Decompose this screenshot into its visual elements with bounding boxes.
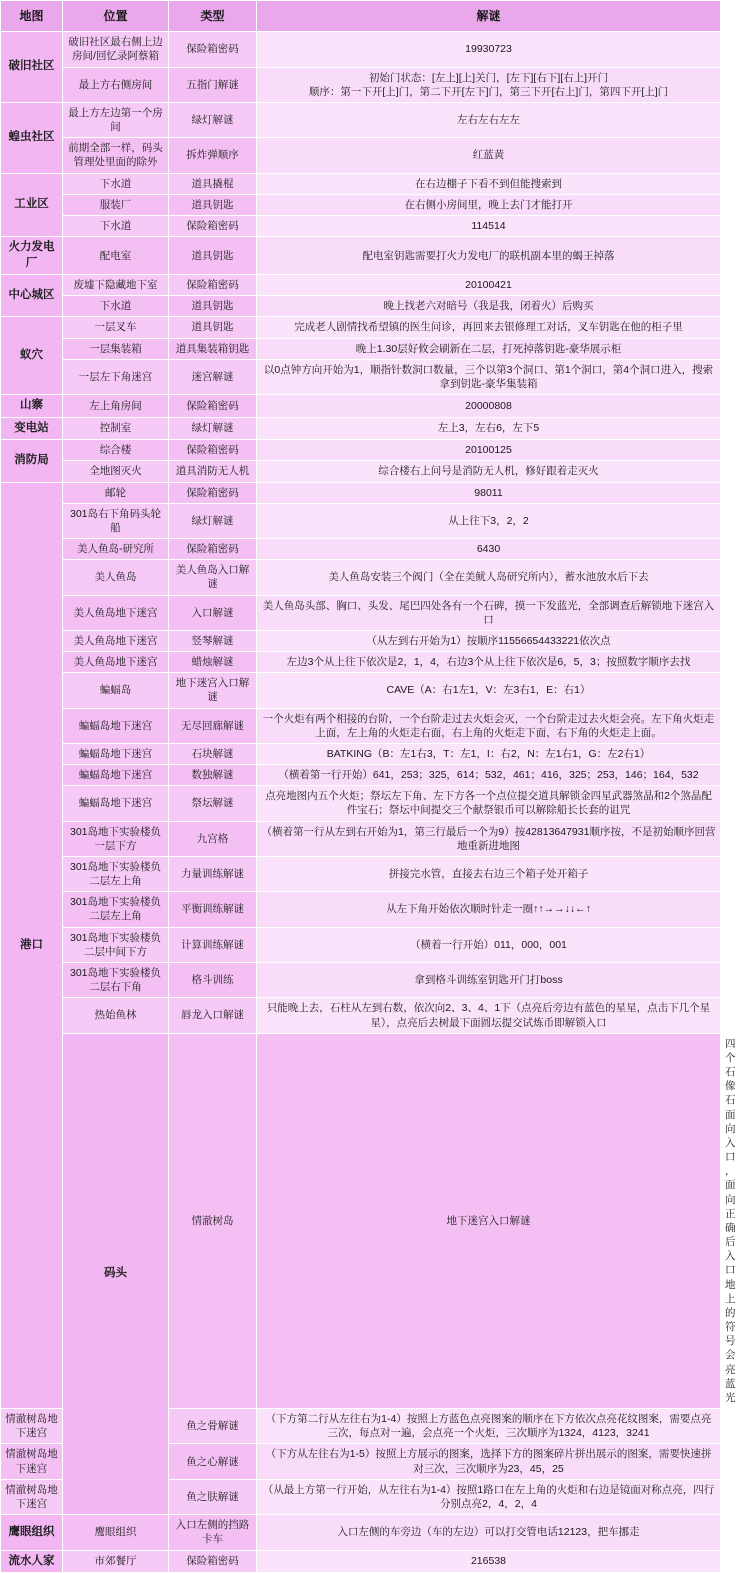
cell-type: 美人鱼岛入口解谜 (169, 560, 257, 595)
cell-type: 格斗训练 (169, 962, 257, 997)
cell-location: 一层叉车 (63, 317, 169, 338)
table-row (1, 138, 721, 173)
cell-type: 石块解谜 (169, 743, 257, 764)
cell-solution: 美人鱼岛头部、胸口、头发、尾巴四处各有一个石碑，摸一下发蓝光，全部调查后解锁地下迷宫入口 (257, 595, 721, 630)
cell-solution: （下方从左往右为1-5）按照上方展示的图案，选择下方的图案碎片拼出展示的图案，需要快速拼对三次，三次顺序为23，45，25 (257, 1444, 721, 1479)
table-row (1, 1550, 721, 1573)
table-row (1, 338, 721, 359)
cell-solution: 20000808 (257, 395, 721, 418)
cell-solution: CAVE（A：右1左1，V：左3右1，E：右1） (257, 673, 721, 708)
table-row (1, 927, 721, 962)
cell-solution: 20100125 (257, 440, 721, 461)
cell-solution: 只能晚上去，石柱从左到右数，依次向2、3、4、1下（点亮后旁边有蓝色的星星，点击下几个星星），点亮后去树最下面圆坛提交试炼币即解锁入口 (257, 998, 721, 1033)
cell-solution: 从左下角开始依次顺时针走一圈↑↑→→↓↓←↑ (257, 892, 721, 927)
table-row (1, 215, 721, 236)
cell-type: 道具消防无人机 (169, 461, 257, 482)
cell-type: 保险箱密码 (169, 275, 257, 296)
cell-location: 热始鱼林 (63, 998, 169, 1033)
table-body (1, 32, 736, 1573)
cell-type: 唇龙入口解谜 (169, 998, 257, 1033)
table-row (1, 998, 721, 1033)
cell-solution: 拼接完水管，直接去右边三个箱子处开箱子 (257, 856, 721, 891)
cell-area: 蝗虫社区 (1, 102, 63, 173)
table-row (1, 32, 721, 67)
table-row (1, 821, 721, 856)
table-row (1, 395, 721, 418)
cell-solution: 入口左侧的车旁边（车的左边）可以打交管电话12123，把车挪走 (257, 1515, 721, 1550)
cell-solution: 拿到格斗训练室钥匙开门打boss (257, 962, 721, 997)
cell-solution: 一个火炬有两个相接的台阶，一个台阶走过去火炬会灭，一个台阶走过去火炬会亮。左下角火炬走上面，左上角的火炬走右面，右上角的火炬走下面，右下角的火炬走上面。 (257, 708, 721, 743)
table-row (1, 461, 721, 482)
cell-location: 一层左下角迷宫 (63, 359, 169, 394)
table-row (1, 1515, 721, 1550)
cell-location: 301岛地下实验楼负二层左上角 (63, 856, 169, 891)
cell-location: 邮轮 (63, 482, 169, 503)
cell-area: 山寨 (1, 395, 63, 418)
cell-type: 道具钥匙 (169, 317, 257, 338)
cell-location: 蝙蝠岛地下迷宫 (63, 708, 169, 743)
cell-area: 火力发电厂 (1, 237, 63, 275)
cell-type: 保险箱密码 (169, 539, 257, 560)
cell-solution: 左右左右左左 (257, 102, 721, 137)
column-header-type: 类型 (169, 1, 257, 32)
cell-location: 服装厂 (63, 194, 169, 215)
cell-type: 绿灯解谜 (169, 503, 257, 538)
cell-solution: 晚上找老六对暗号（我是我，闭着火）后购买 (257, 296, 721, 317)
cell-location: 301岛地下实验楼负一层下方 (63, 821, 169, 856)
cell-area: 工业区 (1, 173, 63, 237)
cell-location: 情澈树岛 (169, 1033, 257, 1408)
table-row (1, 482, 721, 503)
cell-location: 美人鱼岛地下迷宫 (63, 630, 169, 651)
cell-type: 竖琴解谜 (169, 630, 257, 651)
cell-location: 蝙蝠岛地下迷宫 (63, 786, 169, 821)
cell-area: 码头 (63, 1033, 169, 1515)
cell-type: 迷宫解谜 (169, 359, 257, 394)
cell-solution: 20100421 (257, 275, 721, 296)
cell-type: 绿灯解谜 (169, 417, 257, 440)
table-row (1, 765, 721, 786)
cell-type: 数独解谜 (169, 765, 257, 786)
cell-type: 平衡训练解谜 (169, 892, 257, 927)
cell-solution (257, 67, 721, 102)
table-row (1, 296, 721, 317)
cell-type: 五指门解谜 (169, 67, 257, 102)
cell-location: 下水道 (63, 173, 169, 194)
cell-location: 蝙蝠岛地下迷宫 (63, 743, 169, 764)
cell-solution: 配电室钥匙需要打火力发电厂的联机副本里的蝎王掉落 (257, 237, 721, 275)
table-row (1, 652, 721, 673)
table-row (1, 630, 721, 651)
cell-area: 蚁穴 (1, 317, 63, 395)
table-row (1, 595, 721, 630)
cell-type: 保险箱密码 (169, 440, 257, 461)
cell-type: 地下迷宫入口解谜 (257, 1033, 721, 1408)
table-row (1, 102, 721, 137)
cell-location: 破旧社区最右侧上边房间/回忆录阿蔡箱 (63, 32, 169, 67)
cell-solution: 综合楼右上问号是消防无人机，修好跟着走灭火 (257, 461, 721, 482)
cell-location: 下水道 (63, 215, 169, 236)
cell-location: 美人鱼岛地下迷宫 (63, 595, 169, 630)
cell-type: 保险箱密码 (169, 395, 257, 418)
cell-area: 破旧社区 (1, 32, 63, 103)
table-row (1, 539, 721, 560)
cell-solution-line: 顺序：第一下开[上]门，第二下开[左下]门，第三下开[右上]门，第四下开[上]门 (308, 85, 669, 98)
cell-location: 301岛地下实验楼负二层左上角 (63, 892, 169, 927)
cell-solution: 98011 (257, 482, 721, 503)
cell-area: 流水人家 (1, 1550, 63, 1573)
cell-solution: 在右侧小房间里，晚上去门才能打开 (257, 194, 721, 215)
cell-type: 保险箱密码 (169, 1550, 257, 1573)
table-row (1, 503, 721, 538)
table-row (1, 237, 721, 275)
cell-solution: （下方第二行从左往右为1-4）按照上方蓝色点亮图案的顺序在下方依次点亮花纹图案，需要点亮三次，每点对一遍，会点亮一个火炬，三次顺序为1324，4123，3241 (257, 1409, 721, 1444)
table-row (1, 417, 721, 440)
cell-type: 鱼之肤解谜 (169, 1479, 257, 1514)
cell-type: 无尽回廊解谜 (169, 708, 257, 743)
cell-location: 蝙蝠岛 (63, 673, 169, 708)
cell-location: 综合楼 (63, 440, 169, 461)
cell-area: 港口 (1, 482, 63, 1409)
cell-solution: （从左到右开始为1）按顺序11556654433221依次点 (257, 630, 721, 651)
cell-location: 废墟下隐藏地下室 (63, 275, 169, 296)
cell-solution: 114514 (257, 215, 721, 236)
cell-location: 情澈树岛地下迷宫 (1, 1444, 63, 1479)
cell-solution-line: 初始门状态：[左上][上]关门，[左下][右下][右上]开门 (368, 71, 609, 84)
table-row (1, 743, 721, 764)
cell-type: 九宫格 (169, 821, 257, 856)
cell-type: 鱼之心解谜 (169, 1444, 257, 1479)
cell-solution: （横着一行开始）011，000，001 (257, 927, 721, 962)
table-row (1, 560, 721, 595)
cell-location: 301岛地下实验楼负二层右下角 (63, 962, 169, 997)
cell-solution: 左边3个从上往下依次是2，1，4，右边3个从上往下依次是6，5，3；按照数字顺序去找 (257, 652, 721, 673)
cell-location: 301岛地下实验楼负二层中间下方 (63, 927, 169, 962)
cell-type: 道具钥匙 (169, 237, 257, 275)
cell-location: 一层集装箱 (63, 338, 169, 359)
cell-solution: 216538 (257, 1550, 721, 1573)
cell-area: 鹰眼组织 (1, 1515, 63, 1550)
cell-solution: （从最上方第一行开始，从左往右为1-4）按照1路口在左上角的火炬和右边是镜面对称点亮，四行分别点亮2，4，2，4 (257, 1479, 721, 1514)
cell-type: 入口解谜 (169, 595, 257, 630)
table-row: 码头 情澈树岛 地下迷宫入口解谜 四个石像石面向入口，面向正确后入口地上的符号会亮蓝光 (1, 1033, 721, 1408)
cell-solution: BATKING（B：左1右3，T：左1，I：右2，N：左1右1，G：左2右1） (257, 743, 721, 764)
cell-solution: 晚上1.30层好攸会刷新在二层，打死掉落钥匙-豪华展示柜 (257, 338, 721, 359)
cell-area: 中心城区 (1, 275, 63, 317)
cell-type: 力量训练解谜 (169, 856, 257, 891)
cell-solution: 美人鱼岛安装三个阀门（全在美鱿人岛研究所内），蓄水池放水后下去 (257, 560, 721, 595)
cell-solution: 在右边棚子下看不到但能搜索到 (257, 173, 721, 194)
cell-type: 鱼之骨解谜 (169, 1409, 257, 1444)
table-row (1, 275, 721, 296)
cell-location: 左上角房间 (63, 395, 169, 418)
cell-area: 变电站 (1, 417, 63, 440)
table-row (1, 440, 721, 461)
cell-solution: 红蓝黄 (257, 138, 721, 173)
cell-location: 蝙蝠岛地下迷宫 (63, 765, 169, 786)
table-row (1, 67, 721, 102)
cell-location: 市郊餐厅 (63, 1550, 169, 1573)
cell-type: 入口左侧的挡路卡车 (169, 1515, 257, 1550)
cell-solution: 从上往下3，2，2 (257, 503, 721, 538)
table-row (1, 786, 721, 821)
cell-type: 道具撬棍 (169, 173, 257, 194)
table-row (1, 194, 721, 215)
cell-type: 蜡烛解谜 (169, 652, 257, 673)
cell-location: 情澈树岛地下迷宫 (1, 1409, 63, 1444)
cell-location: 鹰眼组织 (63, 1515, 169, 1550)
table-row (1, 673, 721, 708)
cell-solution: 以0点钟方向开始为1，顺指针数洞口数量，三个以第3个洞口、第1个洞口，第4个洞口进入，搜索拿到钥匙-豪华集装箱 (257, 359, 721, 394)
cell-area: 消防局 (1, 440, 63, 482)
cell-location: 下水道 (63, 296, 169, 317)
cell-location: 最上方右侧房间 (63, 67, 169, 102)
cell-type: 道具钥匙 (169, 194, 257, 215)
cell-type: 拆炸弹顺序 (169, 138, 257, 173)
cell-location: 美人鱼岛 (63, 560, 169, 595)
cell-solution: 19930723 (257, 32, 721, 67)
cell-type: 保险箱密码 (169, 482, 257, 503)
cell-solution: 左上3，左右6，左下5 (257, 417, 721, 440)
cell-location: 控制室 (63, 417, 169, 440)
cell-solution: 完成老人剧情找希望镇的医生问诊，再回来去银修理工对话，叉车钥匙在他的柜子里 (257, 317, 721, 338)
cell-solution: （横着第一行从左到右开始为1，第三行最后一个为9）按42813647931顺序按，不是初始顺序回营地重新进地图 (257, 821, 721, 856)
table-row (1, 359, 721, 394)
cell-type: 保险箱密码 (169, 32, 257, 67)
cell-location: 配电室 (63, 237, 169, 275)
cell-type: 道具集装箱钥匙 (169, 338, 257, 359)
table-header-row (1, 1, 721, 32)
cell-location: 最上方左边第一个房间 (63, 102, 169, 137)
column-header-location: 位置 (63, 1, 169, 32)
cell-type: 保险箱密码 (169, 215, 257, 236)
table-row (1, 708, 721, 743)
cell-location: 前期全部一样，码头管理处里面的除外 (63, 138, 169, 173)
column-header-area: 地图 (1, 1, 63, 32)
table-row (1, 962, 721, 997)
table-row (1, 856, 721, 891)
cell-location: 美人鱼岛地下迷宫 (63, 652, 169, 673)
cell-location: 情澈树岛地下迷宫 (1, 1479, 63, 1514)
cell-solution: 6430 (257, 539, 721, 560)
table-row (1, 892, 721, 927)
cell-location: 美人鱼岛-研究所 (63, 539, 169, 560)
cell-location: 301岛右下角码头轮船 (63, 503, 169, 538)
cell-type: 祭坛解谜 (169, 786, 257, 821)
cell-solution: （横着第一行开始）641，253；325，614；532，461；416，325；253，146；164，532 (257, 765, 721, 786)
cell-location: 全地图灭火 (63, 461, 169, 482)
cell-type: 道具钥匙 (169, 296, 257, 317)
cell-solution: 点亮地图内五个火炬；祭坛左下角、左下方各一个点位提交道具解锁金四星武器煞晶和2个煞晶配件宝石；祭坛中间提交三个献祭银币可以解除船长长套的诅咒 (257, 786, 721, 821)
cell-type: 计算训练解谜 (169, 927, 257, 962)
cell-type: 绿灯解谜 (169, 102, 257, 137)
column-header-solution: 解谜 (257, 1, 721, 32)
cell-type: 地下迷宫入口解谜 (169, 673, 257, 708)
table-row (1, 317, 721, 338)
table-row (1, 173, 721, 194)
